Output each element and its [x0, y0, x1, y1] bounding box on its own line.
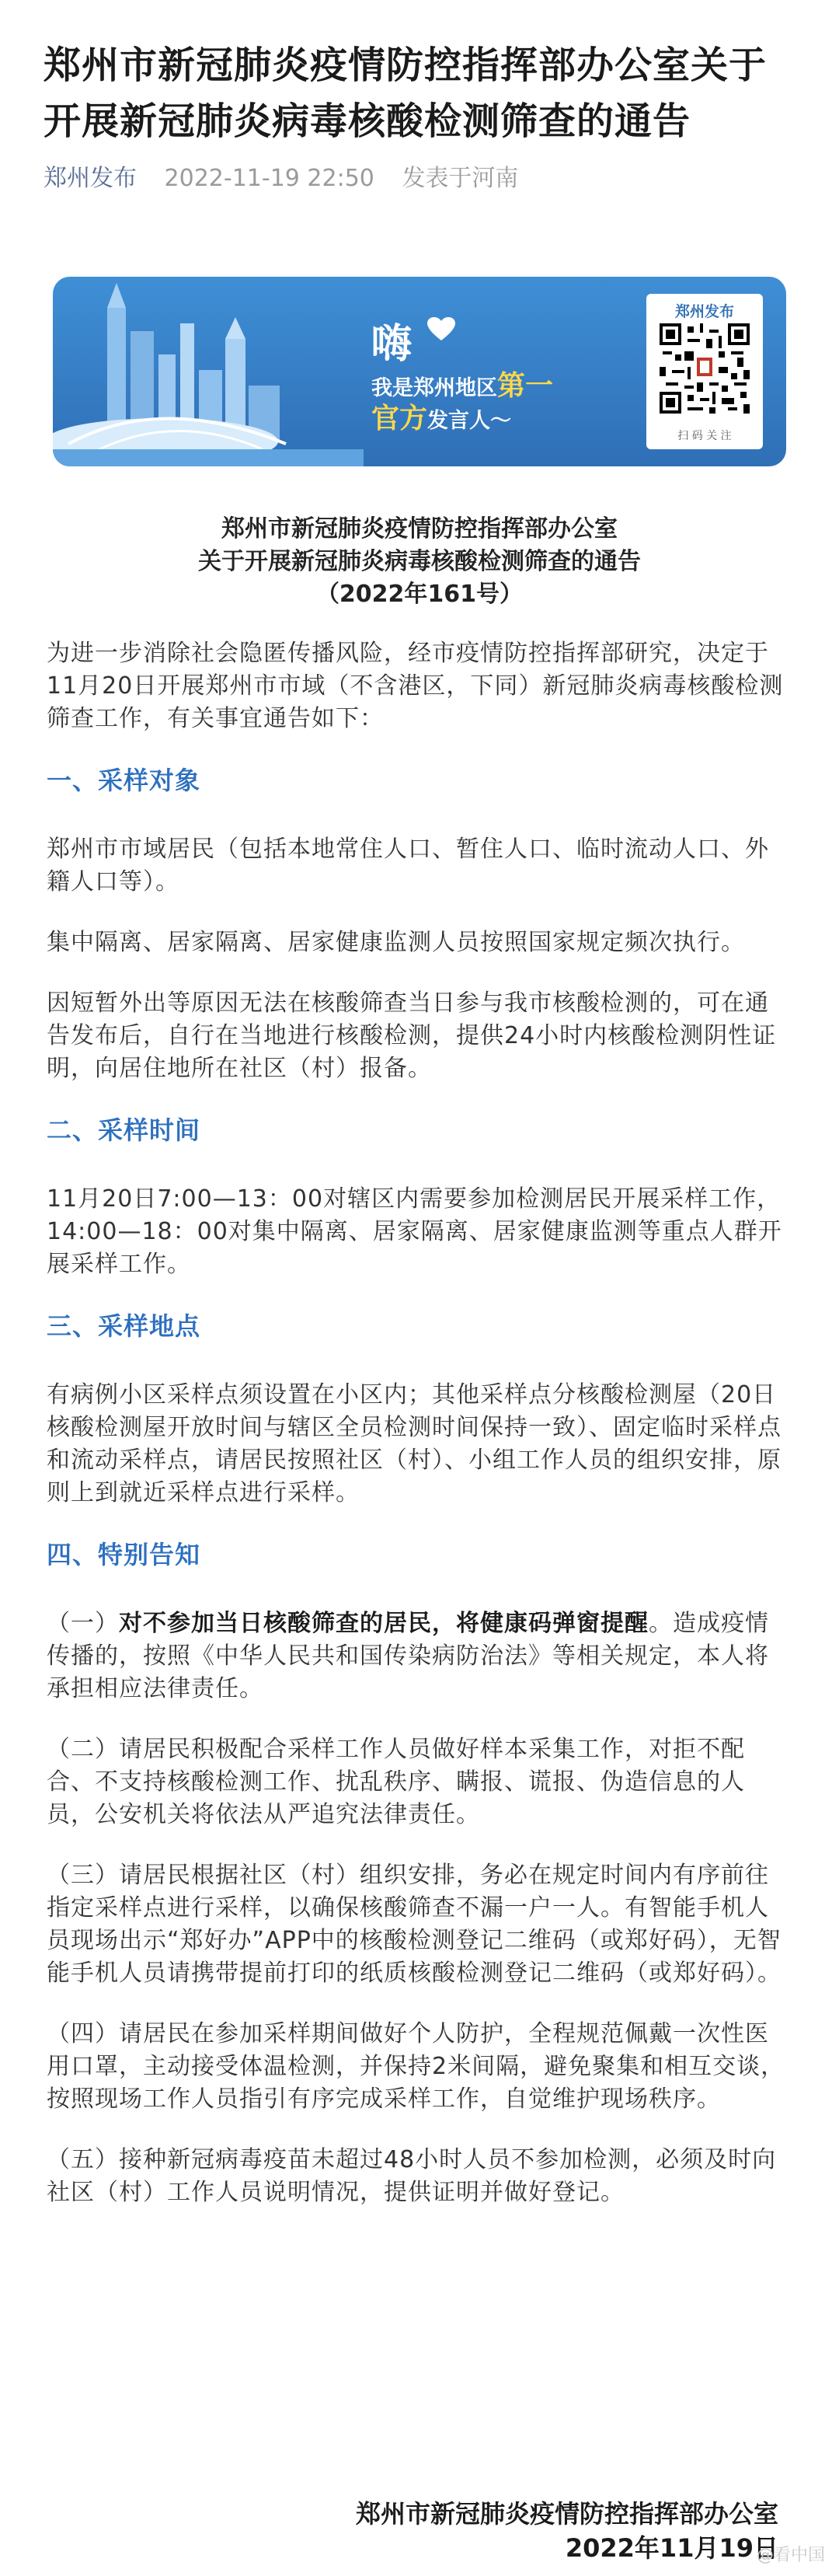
qr-card[interactable] — [646, 294, 763, 449]
section-1-paragraph-1: 郑州市市域居民（包括本地常住人口、暂住人口、临时流动人口、外籍人口等）。 — [47, 836, 769, 895]
section-heading-1: 一、采样对象 — [47, 766, 201, 795]
section-1-paragraph-2: 集中隔离、居家隔离、居家健康监测人员按照国家规定频次执行。 — [47, 929, 745, 956]
notice-body — [47, 637, 792, 2209]
notice-header — [0, 513, 839, 611]
heart-icon — [427, 317, 455, 342]
section-3-paragraph-1: 有病例小区采样点须设置在小区内；其他采样点分核酸检测屋（20日核酸检测屋开放时间与辖区全员检测时间保持一致）、固定临时采样点和流动采样点，请居民按照社区（村）、小组工作人员的组织安排，原则上到就近采样点进行采样。 — [47, 1381, 782, 1506]
notice-number: （2022年161号） — [315, 581, 524, 608]
article-title: 郑州市新冠肺炎疫情防控指挥部办公室关于开展新冠肺炎病毒核酸检测筛查的通告 — [44, 44, 768, 143]
watermark: @看中国 — [756, 2546, 825, 2565]
notice-subject: 关于开展新冠肺炎病毒核酸检测筛查的通告 — [198, 548, 641, 575]
qr-code-icon[interactable] — [660, 323, 750, 414]
section-4-item-4: （四）请居民在参加采样期间做好个人防护，全程规范佩戴一次性医用口罩，主动接受体温检测，并保持2米间隔，避免聚集和相互交谈，按照现场工作人员指引有序完成采样工作，自觉维护现场秩序。 — [47, 2020, 785, 2113]
section-4-item-2: （二）请居民积极配合采样工作人员做好样本采集工作，对拒不配合、不支持核酸检测工作、扰乱秩序、瞒报、谎报、伪造信息的人员，公安机关将依法从严追究法律责任。 — [47, 1736, 745, 1828]
health-code-warning: 对不参加当日核酸筛查的居民，将健康码弹窗提醒 — [119, 1610, 649, 1637]
publish-location: 发表于河南 — [402, 165, 519, 192]
signature-block — [356, 2497, 778, 2565]
section-heading-4: 四、特别告知 — [47, 1540, 201, 1569]
author-link[interactable]: 郑州发布 — [44, 165, 137, 192]
qr-caption: 扫 码 关 注 — [677, 430, 732, 442]
signature-date: 2022年11月19日 — [565, 2533, 778, 2563]
banner-greeting: 嗨 — [371, 321, 413, 368]
section-4-item-1: （一）对不参加当日核酸筛查的居民，将健康码弹窗提醒。造成疫情传播的，按照《中华人民共和国传染病防治法》等相关规定，本人将承担相应法律责任。 — [47, 1610, 769, 1702]
section-heading-2: 二、采样时间 — [47, 1115, 201, 1145]
publish-time: 2022-11-19 22:50 — [164, 165, 374, 192]
qr-brand-label: 郑州发布 — [674, 303, 734, 320]
promo-banner — [53, 277, 786, 466]
section-4-item-3: （三）请居民根据社区（村）组织安排，务必在规定时间内有序前往指定采样点进行采样，以确保核酸筛查不漏一户一人。有智能手机人员现场出示“郑好办”APP中的核酸检测登记二维码（或郑好码），无智能手机人员请携带提前打印的纸质核酸检测登记二维码（或郑好码）。 — [47, 1862, 782, 1987]
section-1-paragraph-3: 因短暂外出等原因无法在核酸筛查当日参与我市核酸检测的，可在通告发布后，自行在当地进行核酸检测，提供24小时内核酸检测阴性证明，向居住地所在社区（村）报备。 — [47, 990, 777, 1082]
signature-org: 郑州市新冠肺炎疫情防控指挥部办公室 — [355, 2499, 778, 2529]
intro-paragraph: 为进一步消除社会隐匿传播风险，经市疫情防控指挥部研究，决定于11月20日开展郑州市市域（不含港区，下同）新冠肺炎病毒核酸检测筛查工作，有关事宜通告如下： — [47, 640, 784, 732]
article-meta — [44, 163, 797, 194]
city-skyline-illustration — [53, 277, 364, 466]
section-4-item-5: （五）接种新冠病毒疫苗未超过48小时人员不参加检测，必须及时向社区（村）工作人员说明情况，提供证明并做好登记。 — [47, 2146, 777, 2206]
banner-line-1: 我是郑州地区第一 — [371, 370, 554, 402]
section-2-paragraph-1: 11月20日7:00—13：00对辖区内需要参加检测居民开展采样工作，14:00—18：00对集中隔离、居家隔离、居家健康监测等重点人群开展采样工作。 — [47, 1185, 782, 1278]
banner-line-2: 官方发言人～ — [371, 403, 512, 435]
section-heading-3: 三、采样地点 — [47, 1311, 201, 1341]
notice-org: 郑州市新冠肺炎疫情防控指挥部办公室 — [221, 515, 618, 543]
